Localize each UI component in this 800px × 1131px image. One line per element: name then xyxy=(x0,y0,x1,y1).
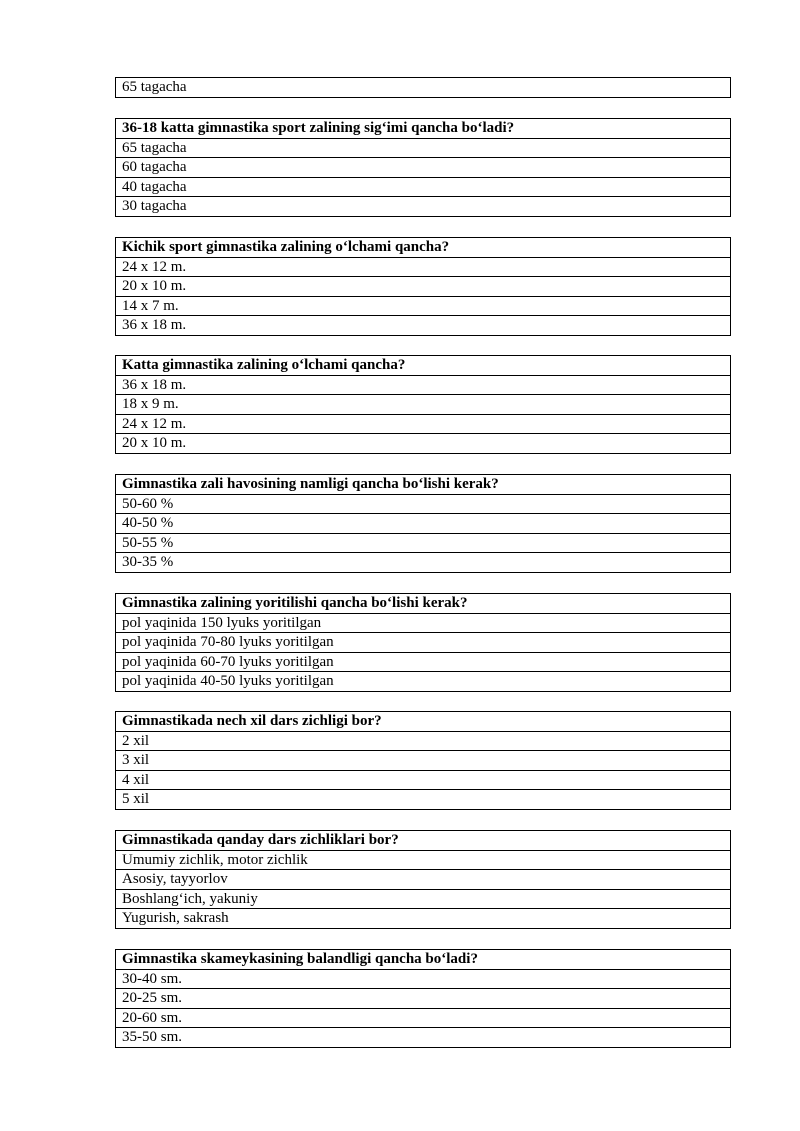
answer-option: pol yaqinida 70-80 lyuks yoritilgan xyxy=(116,633,731,653)
question-table xyxy=(115,237,731,336)
question-table xyxy=(115,355,731,454)
answer-row xyxy=(116,257,731,277)
answer-row xyxy=(116,78,731,98)
question-text: Gimnastikada qanday dars zichliklari bor? xyxy=(116,831,731,851)
answer-option: 40-50 % xyxy=(116,514,731,534)
answer-row xyxy=(116,1028,731,1048)
answer-option: pol yaqinida 150 lyuks yoritilgan xyxy=(116,613,731,633)
answer-option: 2 xil xyxy=(116,731,731,751)
question-text: Kichik sport gimnastika zalining o‘lchami qancha? xyxy=(116,238,731,258)
question-row xyxy=(116,950,731,970)
answer-option: 20 x 10 m. xyxy=(116,277,731,297)
answer-option: Boshlang‘ich, yakuniy xyxy=(116,889,731,909)
answer-row xyxy=(116,296,731,316)
answer-option: 30 tagacha xyxy=(116,197,731,217)
answer-option: 36 x 18 m. xyxy=(116,375,731,395)
answer-row xyxy=(116,889,731,909)
answer-option: 20-60 sm. xyxy=(116,1008,731,1028)
answer-option: Yugurish, sakrash xyxy=(116,909,731,929)
answer-row xyxy=(116,633,731,653)
question-text: Gimnastika zalining yoritilishi qancha bo‘lishi kerak? xyxy=(116,594,731,614)
answer-row xyxy=(116,672,731,692)
answer-row xyxy=(116,731,731,751)
question-row xyxy=(116,475,731,495)
answer-row xyxy=(116,553,731,573)
answer-row xyxy=(116,395,731,415)
answer-row xyxy=(116,870,731,890)
answer-option: 60 tagacha xyxy=(116,158,731,178)
answer-row xyxy=(116,177,731,197)
answer-row xyxy=(116,770,731,790)
answer-option: 18 x 9 m. xyxy=(116,395,731,415)
answer-row xyxy=(116,652,731,672)
answer-option: pol yaqinida 40-50 lyuks yoritilgan xyxy=(116,672,731,692)
answer-row xyxy=(116,989,731,1009)
answer-row xyxy=(116,138,731,158)
answer-row xyxy=(116,316,731,336)
answer-option: 5 xil xyxy=(116,790,731,810)
answer-row xyxy=(116,613,731,633)
answer-option: 30-40 sm. xyxy=(116,969,731,989)
answer-option: 24 x 12 m. xyxy=(116,414,731,434)
answer-row xyxy=(116,375,731,395)
answer-option: 3 xil xyxy=(116,751,731,771)
question-row xyxy=(116,356,731,376)
answer-option: 20-25 sm. xyxy=(116,989,731,1009)
answer-row xyxy=(116,909,731,929)
answer-option: 50-60 % xyxy=(116,494,731,514)
answer-option: 30-35 % xyxy=(116,553,731,573)
answer-option: Asosiy, tayyorlov xyxy=(116,870,731,890)
answer-option: 4 xil xyxy=(116,770,731,790)
answer-option: pol yaqinida 60-70 lyuks yoritilgan xyxy=(116,652,731,672)
answer-row xyxy=(116,969,731,989)
answer-row xyxy=(116,414,731,434)
answer-row xyxy=(116,790,731,810)
question-row xyxy=(116,712,731,732)
question-row xyxy=(116,831,731,851)
question-text: Gimnastika zali havosining namligi qancha bo‘lishi kerak? xyxy=(116,475,731,495)
question-table xyxy=(115,474,731,573)
answer-row xyxy=(116,434,731,454)
question-table xyxy=(115,830,731,929)
question-text: 36-18 katta gimnastika sport zalining sig‘imi qancha bo‘ladi? xyxy=(116,119,731,139)
answer-option: 40 tagacha xyxy=(116,177,731,197)
answer-row xyxy=(116,277,731,297)
answer-row xyxy=(116,514,731,534)
question-table xyxy=(115,949,731,1048)
answer-row xyxy=(116,197,731,217)
answer-row xyxy=(116,751,731,771)
question-table xyxy=(115,711,731,810)
answer-option: 50-55 % xyxy=(116,533,731,553)
question-table xyxy=(115,593,731,692)
answer-option: 65 tagacha xyxy=(116,78,731,98)
question-row xyxy=(116,594,731,614)
answer-option: 36 x 18 m. xyxy=(116,316,731,336)
answer-row xyxy=(116,158,731,178)
answer-option: 65 tagacha xyxy=(116,138,731,158)
answer-option: 35-50 sm. xyxy=(116,1028,731,1048)
question-text: Gimnastikada nech xil dars zichligi bor? xyxy=(116,712,731,732)
answer-option: 24 x 12 m. xyxy=(116,257,731,277)
question-row xyxy=(116,238,731,258)
answer-row xyxy=(116,533,731,553)
question-table xyxy=(115,118,731,217)
answer-option: 20 x 10 m. xyxy=(116,434,731,454)
question-row xyxy=(116,119,731,139)
answer-row xyxy=(116,850,731,870)
answer-row xyxy=(116,494,731,514)
answer-option: 14 x 7 m. xyxy=(116,296,731,316)
answer-table-fragment xyxy=(115,77,731,98)
answer-option: Umumiy zichlik, motor zichlik xyxy=(116,850,731,870)
question-text: Katta gimnastika zalining o‘lchami qancha? xyxy=(116,356,731,376)
answer-row xyxy=(116,1008,731,1028)
question-text: Gimnastika skameykasining balandligi qancha bo‘ladi? xyxy=(116,950,731,970)
